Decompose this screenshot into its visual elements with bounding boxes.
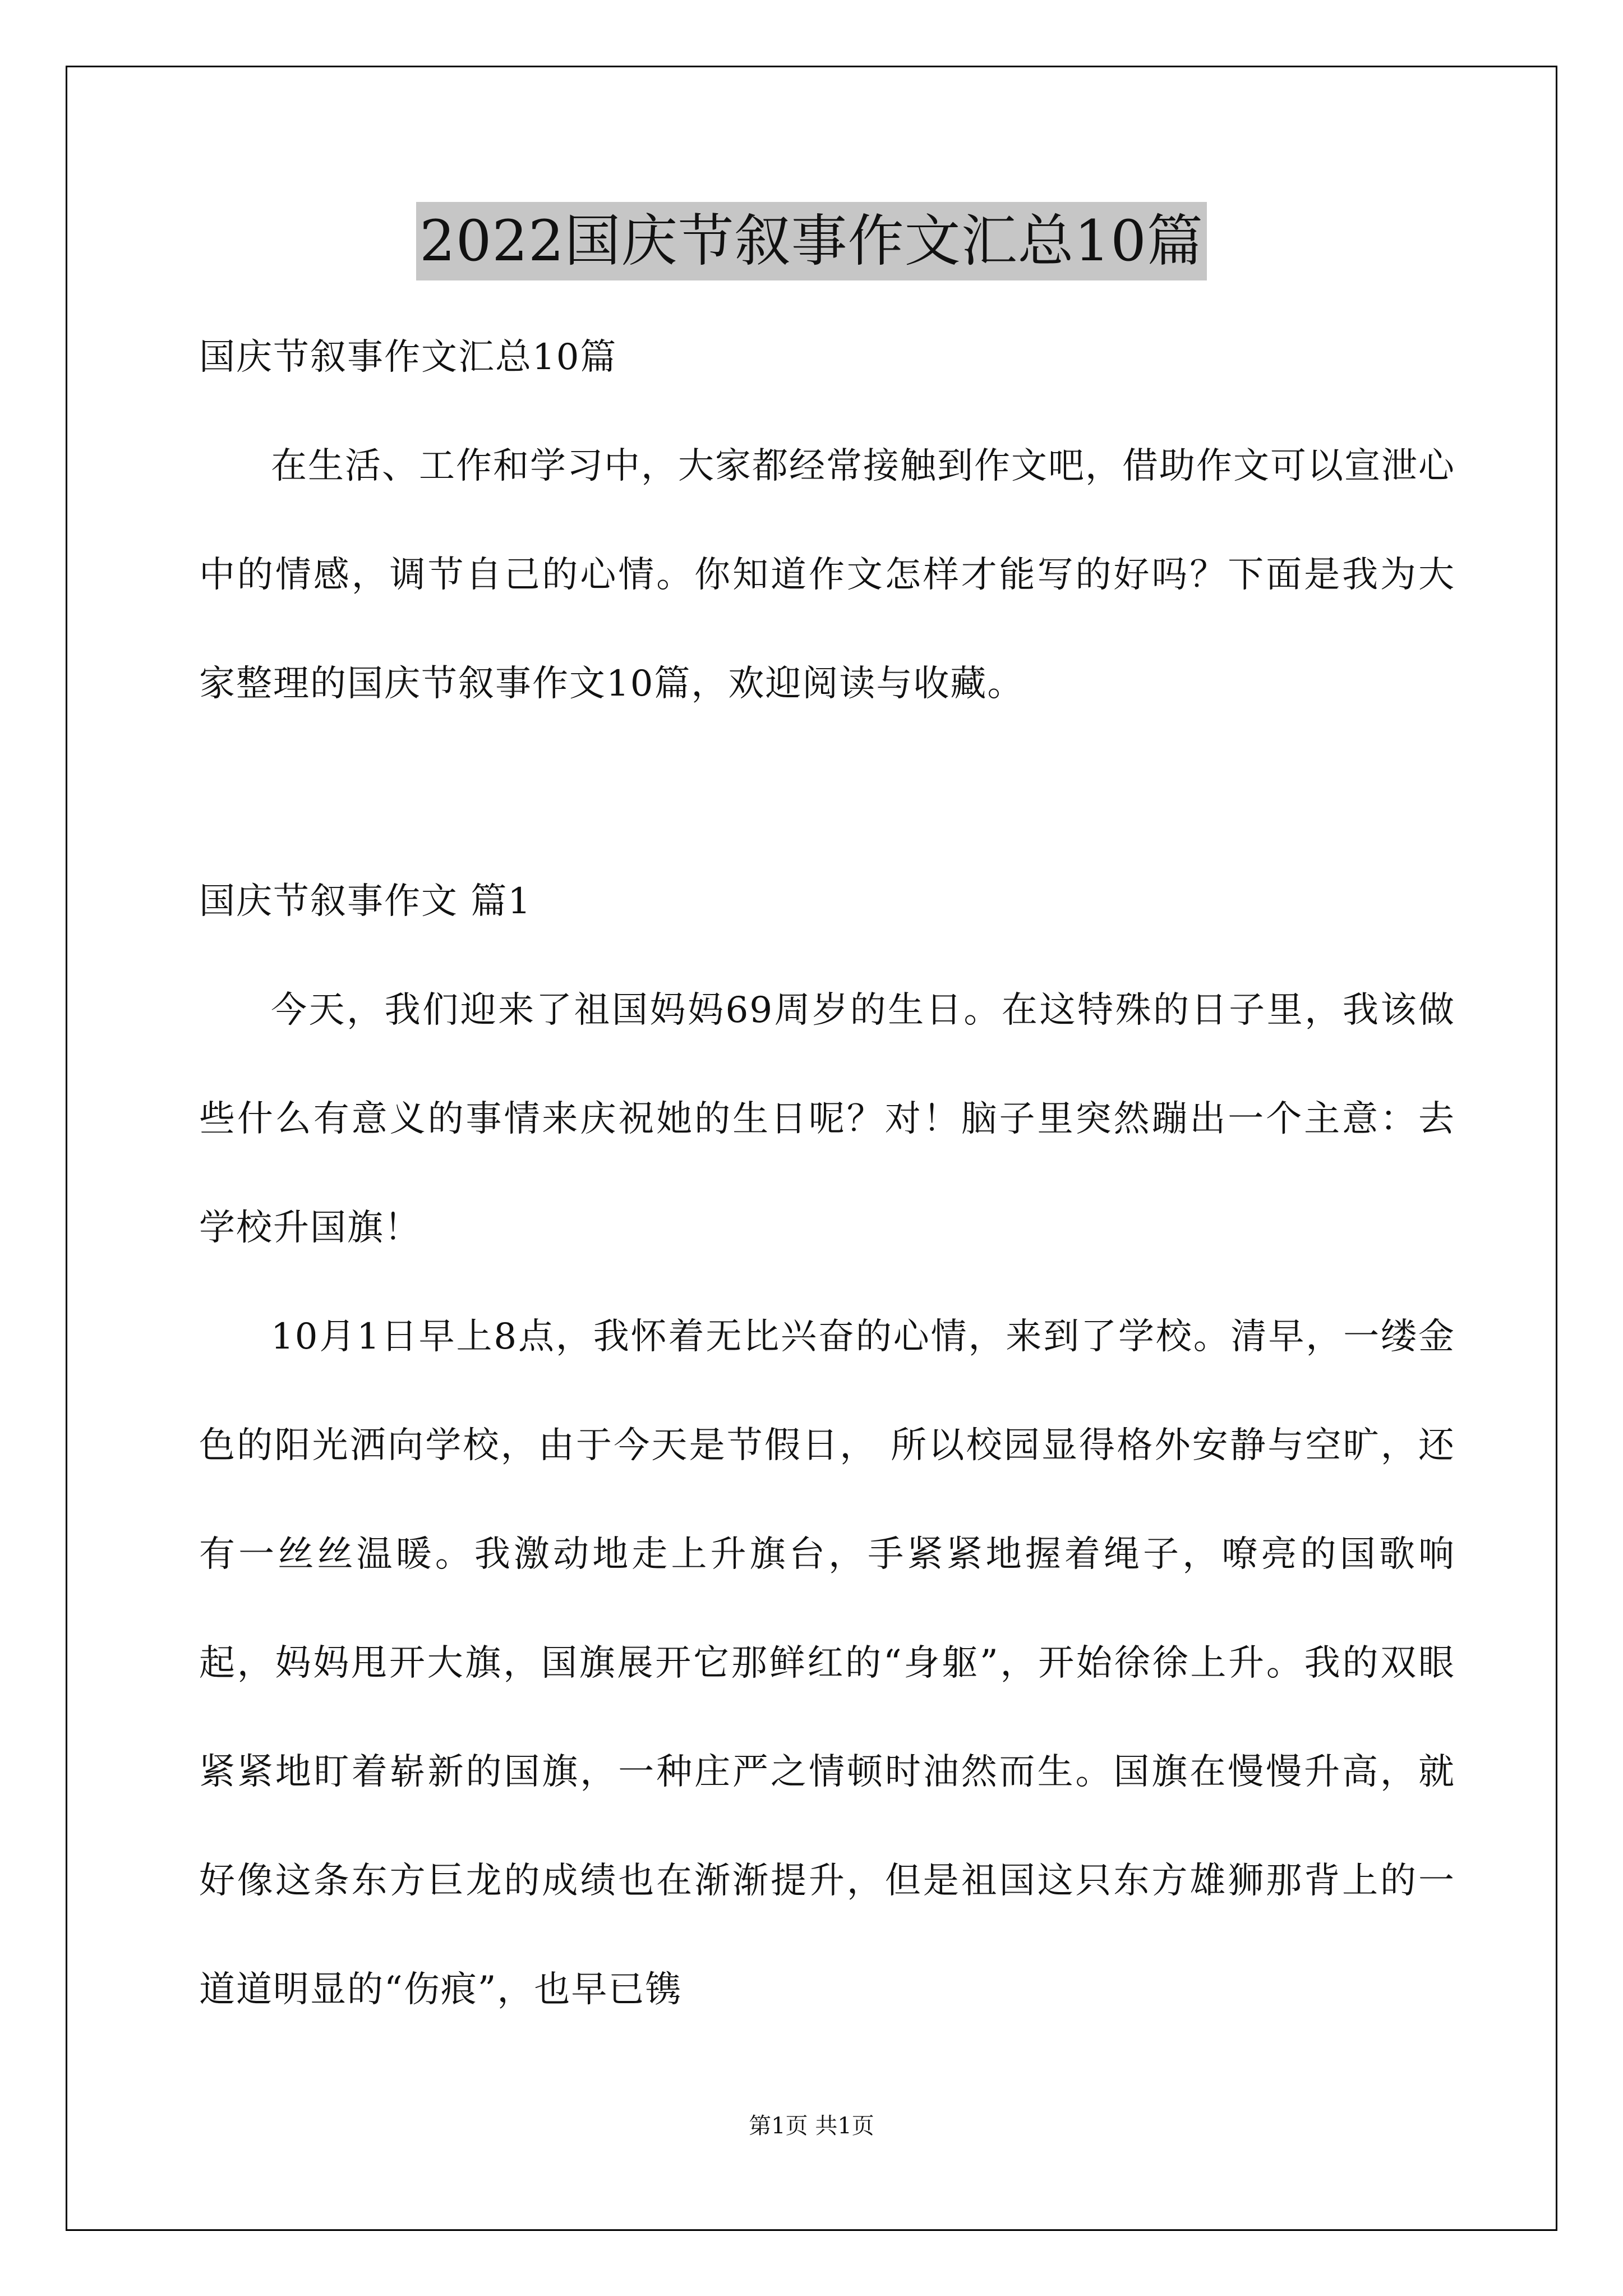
section-heading: 国庆节叙事作文 篇1	[199, 881, 532, 922]
title-container	[0, 202, 1623, 280]
section-gap	[199, 738, 1455, 847]
document-body	[199, 303, 1455, 2044]
body-paragraph-1: 今天，我们迎来了祖国妈妈69周岁的生日。在这特殊的日子里，我该做些什么有意义的事情来庆祝她的生日呢？对！脑子里突然蹦出一个主意：去学校升国旗！	[199, 990, 1455, 1249]
body-paragraph-2: 10月1日早上8点，我怀着无比兴奋的心情，来到了学校。清早，一缕金色的阳光洒向学校，由于今天是节假日， 所以校园显得格外安静与空旷，还有一丝丝温暖。我激动地走上升旗台，手紧紧地握着绳子，嘹亮的国歌响起，妈妈甩开大旗，国旗展开它那鲜红的“身躯”，开始徐徐上升。我的双眼紧紧地盯着崭新的国旗，一种庄严之情顿时油然而生。国旗在慢慢升高，就好像这条东方巨龙的成绩也在渐渐提升，但是祖国这只东方雄狮那背上的一道道明显的“伤痕”，也早已镌	[199, 1316, 1455, 2010]
intro-paragraph: 在生活、工作和学习中，大家都经常接触到作文吧，借助作文可以宣泄心中的情感，调节自己的心情。你知道作文怎样才能写的好吗？下面是我为大家整理的国庆节叙事作文10篇，欢迎阅读与收藏。	[199, 445, 1455, 705]
document-title: 2022国庆节叙事作文汇总10篇	[416, 202, 1207, 280]
page-footer: 第1页 共1页	[749, 2113, 874, 2139]
document-subtitle: 国庆节叙事作文汇总10篇	[199, 337, 617, 378]
